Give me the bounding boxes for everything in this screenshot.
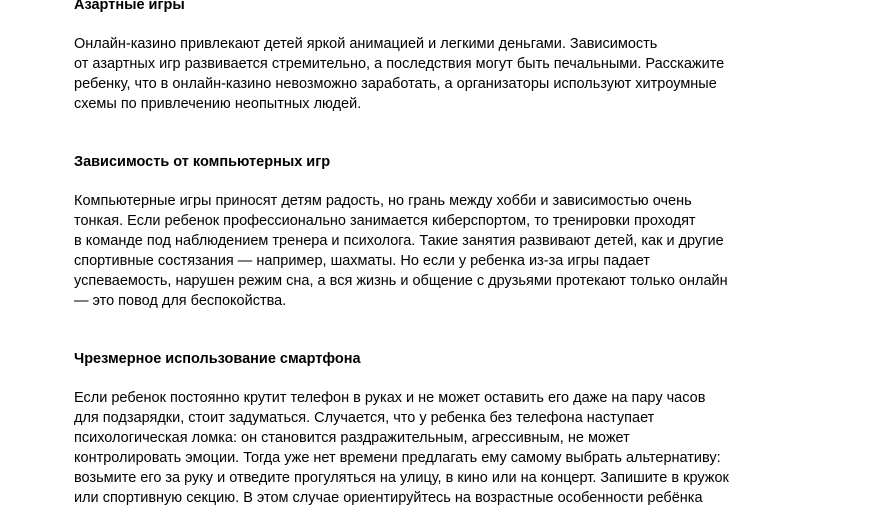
paragraph-line: Компьютерные игры приносят детям радость, но грань между хобби и зависимостью очень xyxy=(74,193,692,209)
paragraph-line: успеваемость, нарушен режим сна, а вся жизнь и общение с друзьями протекают только онлайн xyxy=(74,273,728,289)
paragraph-line: Если ребенок постоянно крутит телефон в руках и не может оставить его даже на пару часов xyxy=(74,390,706,406)
section-paragraph xyxy=(74,191,794,311)
paragraph-line: — это повод для беспокойства. xyxy=(74,293,287,309)
paragraph-line: ребенку, что в онлайн-казино невозможно заработать, а организаторы используют хитроумные xyxy=(74,76,717,92)
section-heading: Зависимость от компьютерных игр xyxy=(74,154,331,170)
paragraph-line: психологическая ломка: он становится раздражительным, агрессивным, не может xyxy=(74,430,630,446)
article-content xyxy=(74,0,794,508)
paragraph-line: в команде под наблюдением тренера и психолога. Такие занятия развивают детей, как и другие xyxy=(74,233,724,249)
paragraph-line: схемы по привлечению неопытных людей. xyxy=(74,96,362,112)
section-gambling xyxy=(74,0,794,114)
paragraph-line: возьмите его за руку и отведите прогуляться на улицу, в кино или на концерт. Запишите в кружок xyxy=(74,470,729,486)
paragraph-line: от азартных игр развивается стремительно, а последствия могут быть печальными. Расскажите xyxy=(74,56,725,72)
section-smartphone xyxy=(74,349,794,508)
paragraph-line: тонкая. Если ребенок профессионально занимается киберспортом, то тренировки проходят xyxy=(74,213,696,229)
section-paragraph xyxy=(74,34,794,114)
section-heading: Азартные игры xyxy=(74,0,185,13)
section-paragraph xyxy=(74,388,794,508)
section-computer-games xyxy=(74,152,794,311)
section-heading: Чрезмерное использование смартфона xyxy=(74,351,361,367)
paragraph-line: или спортивную секцию. В этом случае ориентируйтесь на возрастные особенности ребёнка xyxy=(74,490,703,506)
paragraph-line: для подзарядки, стоит задуматься. Случается, что у ребенка без телефона наступает xyxy=(74,410,655,426)
paragraph-line: спортивные состязания — например, шахматы. Но если у ребенка из-за игры падает xyxy=(74,253,650,269)
paragraph-line: Онлайн-казино привлекают детей яркой анимацией и легкими деньгами. Зависимость xyxy=(74,36,658,52)
paragraph-line: контролировать эмоции. Тогда уже нет времени предлагать ему самому выбрать альтернативу: xyxy=(74,450,721,466)
